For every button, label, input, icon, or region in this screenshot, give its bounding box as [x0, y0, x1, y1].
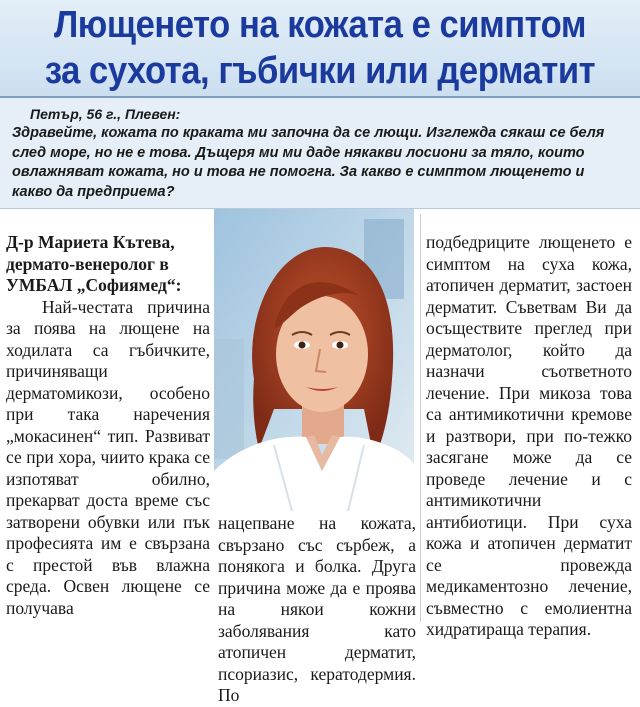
question-author: Петър, 56 г., Плевен:: [30, 106, 181, 122]
article-headline: [29, 2, 611, 94]
question-text: Здравейте, кожата по краката ми започна да се лющи. Изглежда сякаш се беля след море, но не е това. Дъщеря ми ми даде някакви лосиони за тяло, които овлажняват кожата, но и това не помогна. За какво е симптом лющенето и какво да предприема?: [12, 125, 605, 200]
doctor-photo: [214, 209, 414, 511]
headline-line-1: Лющенето на кожата е симптом: [53, 4, 587, 46]
article-column-right: [426, 232, 632, 641]
answer-paragraph-3: подбедриците лющенето е симптом на суха кожа, атопичен дерматит, застоен дерматит. Съветвам Ви да осъществите преглед при дерматолог, който да назначи съответното лечение. При микоза това са антимикотични кремове и разтвори, при по-тежко засягане може да се проведе лечение и с антимикотични антибиотици. При суха кожа и атопичен дерматит се провежда медикаментозно лечение, съвместно с емолиентна хидратираща терапия.: [426, 232, 632, 639]
article-column-middle: [218, 513, 416, 707]
column-rule: [420, 214, 421, 622]
article-column-left: [6, 232, 210, 619]
headline-banner: [0, 0, 640, 96]
doctor-portrait-icon: [214, 209, 414, 511]
answer-paragraph-1: Най-честата причина за поява на лющене на ходилата са гъбичките, причиняващи дерматомикози, особено при така наречения „мокасинен“ тип. Развиват се при хора, чиито крака се изпотяват обилно, прекарват доста време със затворени обувки или пък професията им е свързана с престой във влажна среда. Освен лющене се получава: [6, 296, 210, 618]
reader-question: [0, 98, 640, 208]
answer-paragraph-2: нацепване на кожата, свързано със сърбеж, а понякога и болка. Друга причина може да е проява на някои кожни заболявания като атопичен дерматит, псориазис, кератодермия. По: [218, 513, 416, 705]
doctor-byline: Д-р Мариета Кътева, дермато-венеролог в УМБАЛ „Софиямед“:: [6, 232, 182, 295]
headline-line-2: за сухота, гъбички или дерматит: [44, 50, 596, 92]
